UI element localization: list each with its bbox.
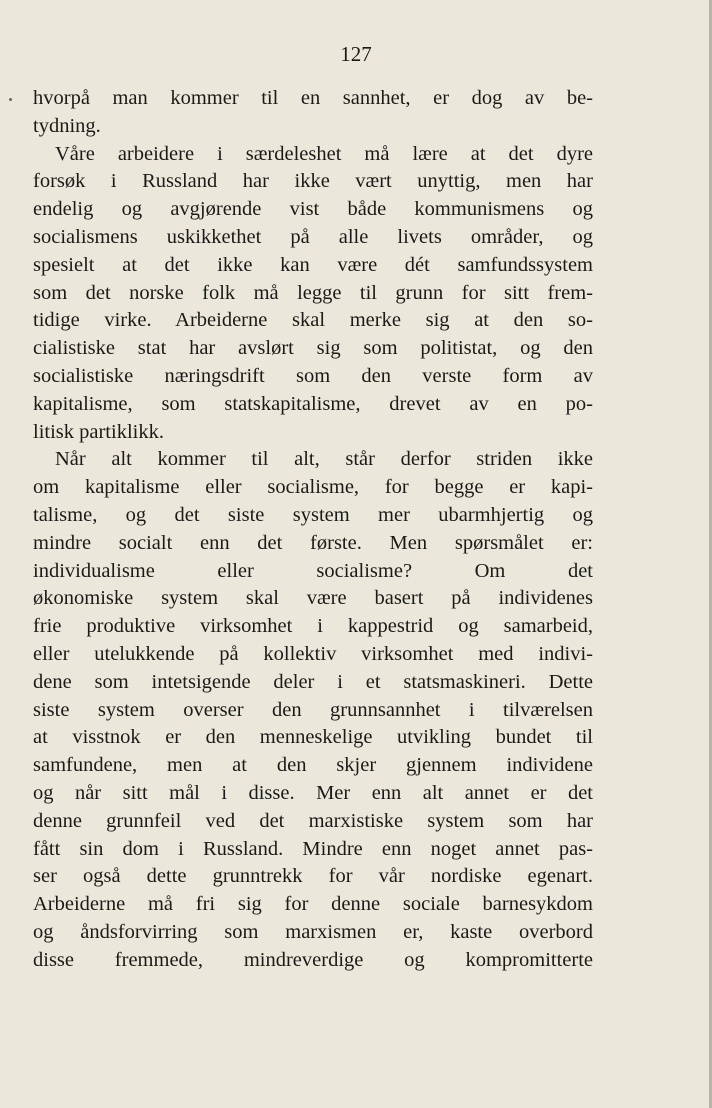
- text-line: og åndsforvirring som marxismen er, kaste overbord: [33, 920, 593, 943]
- text-line: og når sitt mål i disse. Mer enn alt annet er det: [33, 781, 593, 804]
- text-line: hvorpå man kommer til en sannhet, er dog av be-: [33, 87, 593, 109]
- text-line: denne grunnfeil ved det marxistiske system som har: [33, 809, 593, 832]
- text-line: disse fremmede, mindreverdige og kompromitterte: [33, 948, 593, 971]
- text-line: Når alt kommer til alt, står derfor striden ikke: [55, 448, 593, 471]
- text-line: siste system overser den grunnsannhet i tilværelsen: [33, 698, 593, 721]
- page-number: 127: [340, 42, 372, 66]
- text-line: samfundene, men at den skjer gjennem individene: [33, 754, 593, 777]
- text-line: mindre socialt enn det første. Men spørsmålet er:: [33, 531, 593, 554]
- text-line: tydning.: [33, 114, 101, 137]
- text-line: forsøk i Russland har ikke vært unyttig, men har: [33, 170, 593, 193]
- text-line: frie produktive virksomhet i kappestrid og samarbeid,: [33, 615, 593, 638]
- text-line: talisme, og det siste system mer ubarmhjertig og: [33, 503, 593, 526]
- text-line: at visstnok er den menneskelige utvikling bundet til: [33, 726, 593, 749]
- text-line: cialistiske stat har avslørt sig som politistat, og den: [33, 337, 593, 360]
- text-line: tidige virke. Arbeiderne skal merke sig at den so-: [33, 309, 593, 332]
- text-line: Våre arbeidere i særdeleshet må lære at det dyre: [55, 142, 593, 165]
- text-line: spesielt at det ikke kan være dét samfundssystem: [33, 253, 593, 276]
- text-line: socialistiske næringsdrift som den verste form av: [33, 364, 593, 387]
- text-line: individualisme eller socialisme? Om det: [33, 559, 593, 582]
- text-line: økonomiske system skal være basert på individenes: [33, 587, 593, 610]
- text-line: Arbeiderne må fri sig for denne sociale barnesykdom: [33, 893, 593, 916]
- text-line: dene som intetsigende deler i et statsmaskineri. Dette: [33, 670, 593, 693]
- text-line: kapitalisme, som statskapitalisme, drevet av en po-: [33, 392, 593, 415]
- text-line: litisk partiklikk.: [33, 420, 164, 443]
- margin-mark: [9, 98, 12, 101]
- text-line: socialismens uskikkethet på alle livets områder, og: [33, 225, 593, 248]
- text-line: om kapitalisme eller socialisme, for begge er kapi-: [33, 476, 593, 499]
- text-line: eller utelukkende på kollektiv virksomhet med indivi-: [33, 642, 593, 665]
- text-line: endelig og avgjørende vist både kommunismens og: [33, 198, 593, 221]
- text-line: ser også dette grunntrekk for vår nordiske egenart.: [33, 865, 593, 888]
- text-line: fått sin dom i Russland. Mindre enn noget annet pas-: [33, 837, 593, 860]
- text-line: som det norske folk må legge til grunn for sitt frem-: [33, 281, 593, 304]
- body-text: [33, 85, 593, 975]
